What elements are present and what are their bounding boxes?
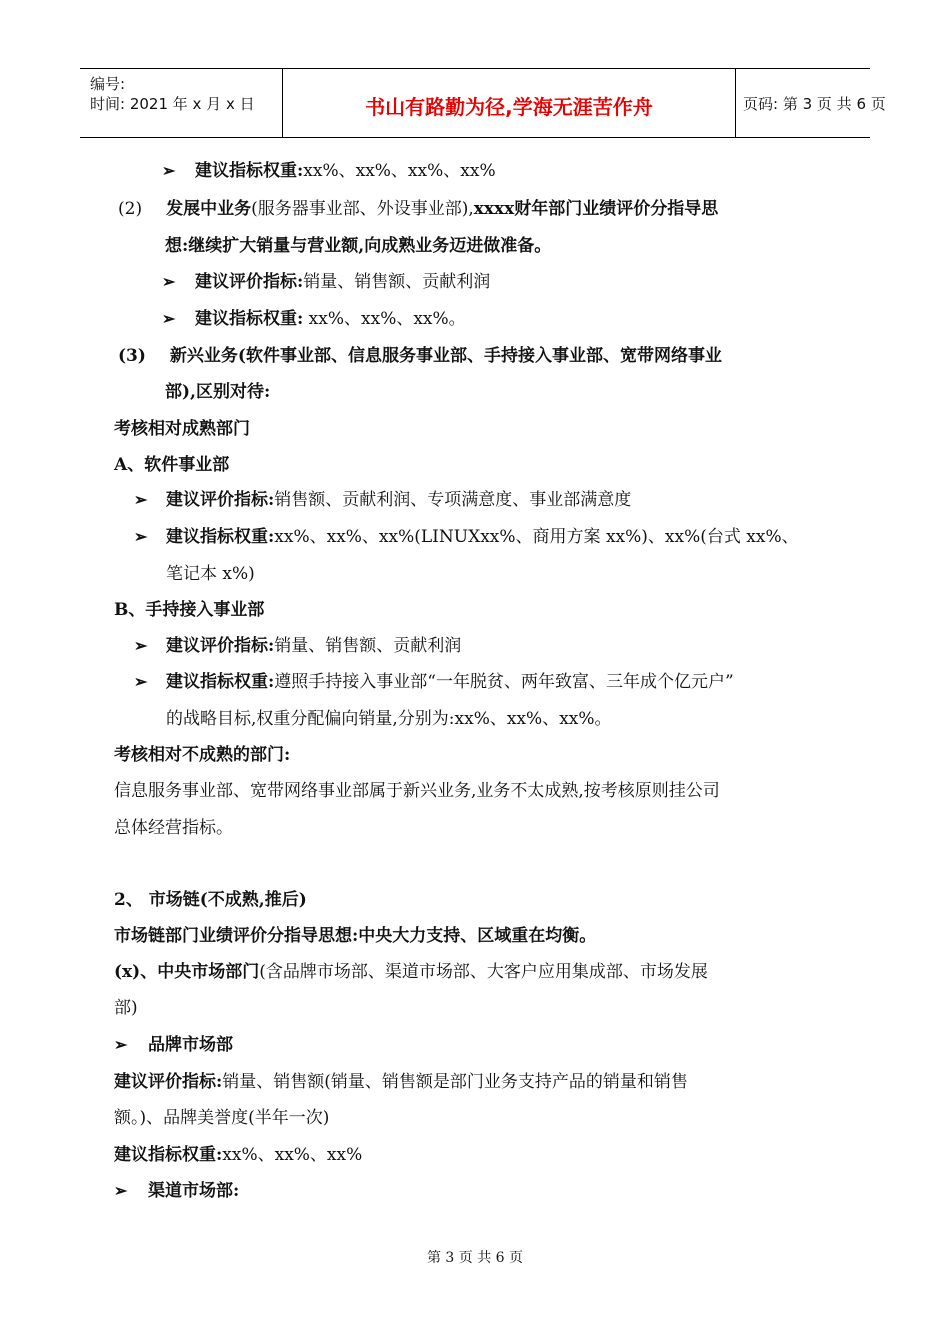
line-text: 遵照手持接入事业部“一年脱贫、两年致富、三年成个亿元户” [274, 672, 734, 692]
line-text: (含品牌市场部、渠道市场部、大客户应用集成部、市场发展 [259, 962, 708, 982]
line-label: 想:继续扩大销量与营业额,向成熟业务迈进做准备。 [165, 236, 552, 256]
line-text: 部) [114, 998, 138, 1018]
text-line [148, 1180, 239, 1202]
text-line [114, 997, 138, 1019]
bullet-arrow-icon: ➢ [134, 490, 148, 509]
bullet-arrow-icon: ➢ [162, 309, 176, 328]
line-text: 销量、销售额、贡献利润 [274, 636, 462, 656]
text-line [114, 1144, 362, 1166]
line-label: 建议指标权重: [195, 309, 304, 329]
text-line [114, 817, 233, 839]
text-line [166, 526, 799, 548]
section-heading [114, 599, 264, 621]
bullet-arrow-icon: ➢ [114, 1181, 128, 1200]
bullet-arrow-icon: ➢ [134, 527, 148, 546]
header-motto: 书山有路勤为径,学海无涯苦作舟 [365, 95, 653, 119]
bullet-arrow-icon: ➢ [162, 161, 176, 180]
line-text: xx%、xx%、xx%、xx% [303, 161, 496, 181]
line-label: A、软件事业部 [114, 455, 230, 475]
item-number: (3) [118, 346, 146, 366]
page-header [80, 68, 886, 138]
header-page-cell [735, 69, 886, 137]
line-label: 渠道市场部: [148, 1181, 240, 1201]
line-label: 新兴业务(软件事业部、信息服务事业部、手持接入事业部、宽带网络事业 [169, 346, 722, 366]
section-heading [114, 454, 229, 476]
line-label: 建议指标权重: [195, 161, 304, 181]
text-line [114, 780, 720, 802]
bullet-arrow-icon: ➢ [162, 272, 176, 291]
text-line [195, 308, 466, 330]
text-line [118, 345, 722, 367]
line-label: 部),区别对待: [165, 382, 271, 402]
header-motto-cell [282, 69, 736, 137]
line-text: 销量、销售额(销量、销售额是部门业务支持产品的销量和销售 [222, 1072, 688, 1092]
line-text: 总体经营指标。 [114, 818, 233, 838]
bullet-arrow-icon: ➢ [134, 672, 148, 691]
line-text: 销售额、贡献利润、专项满意度、事业部满意度 [274, 490, 632, 510]
page-footer: 第 3 页 共 6 页 [426, 1250, 524, 1266]
line-text: 的战略目标,权重分配偏向销量,分别为:xx%、xx%、xx%。 [166, 709, 612, 729]
line-label: 建议评价指标: [166, 490, 275, 510]
section-heading [114, 418, 250, 440]
line-text: 信息服务事业部、宽带网络事业部属于新兴业务,业务不太成熟,按考核原则挂公司 [114, 781, 720, 801]
document-date: 时间: 2021 年 x 月 x 日 [90, 95, 255, 113]
text-line [166, 489, 631, 511]
header-page-info: 页码: 第 3 页 共 6 页 [743, 95, 886, 113]
item-number: (2) [118, 199, 143, 219]
text-line [118, 198, 718, 220]
line-label: xxxx财年部门业绩评价分指导思 [473, 199, 719, 219]
line-label: 建议评价指标: [195, 272, 304, 292]
line-label: 品牌市场部 [148, 1035, 233, 1055]
line-label: 2、 市场链(不成熟,推后) [114, 890, 307, 910]
text-line [165, 381, 270, 403]
document-number: 编号: [90, 75, 126, 93]
line-label: 建议指标权重: [166, 672, 275, 692]
line-label: 建议评价指标: [114, 1072, 223, 1092]
text-line [114, 1071, 688, 1093]
line-label: 考核相对不成熟的部门: [114, 745, 291, 765]
text-line [195, 160, 496, 182]
line-label: (x)、中央市场部门 [114, 962, 260, 982]
section-heading [114, 889, 307, 911]
header-meta-cell [80, 69, 282, 137]
line-text: 笔记本 x%) [166, 564, 255, 584]
text-line [166, 635, 461, 657]
text-line [114, 1107, 329, 1129]
line-text: xx%、xx%、xx%。 [303, 309, 466, 329]
bullet-arrow-icon: ➢ [114, 1035, 128, 1054]
text-line [114, 925, 596, 947]
text-line [166, 563, 255, 585]
line-label: 建议指标权重: [166, 527, 275, 547]
text-line [165, 235, 551, 257]
line-label: 考核相对成熟部门 [114, 419, 250, 439]
text-line [195, 271, 490, 293]
text-line [166, 708, 612, 730]
line-text: xx%、xx%、xx%(LINUXxx%、商用方案 xx%)、xx%(台式 xx%、 [274, 527, 799, 547]
bullet-arrow-icon: ➢ [134, 636, 148, 655]
line-label: 发展中业务 [166, 199, 252, 219]
section-heading [114, 744, 290, 766]
line-text: (服务器事业部、外设事业部), [251, 199, 474, 219]
text-line [166, 671, 734, 693]
line-label: 市场链部门业绩评价分指导思想:中央大力支持、区域重在均衡。 [114, 926, 597, 946]
line-label: 建议评价指标: [166, 636, 275, 656]
line-label: B、手持接入事业部 [114, 600, 265, 620]
line-text: 额。)、品牌美誉度(半年一次) [114, 1108, 330, 1128]
line-text: 销量、销售额、贡献利润 [303, 272, 491, 292]
text-line [114, 961, 708, 983]
line-label: 建议指标权重: [114, 1145, 223, 1165]
text-line [148, 1034, 233, 1056]
line-text: xx%、xx%、xx% [222, 1145, 363, 1165]
